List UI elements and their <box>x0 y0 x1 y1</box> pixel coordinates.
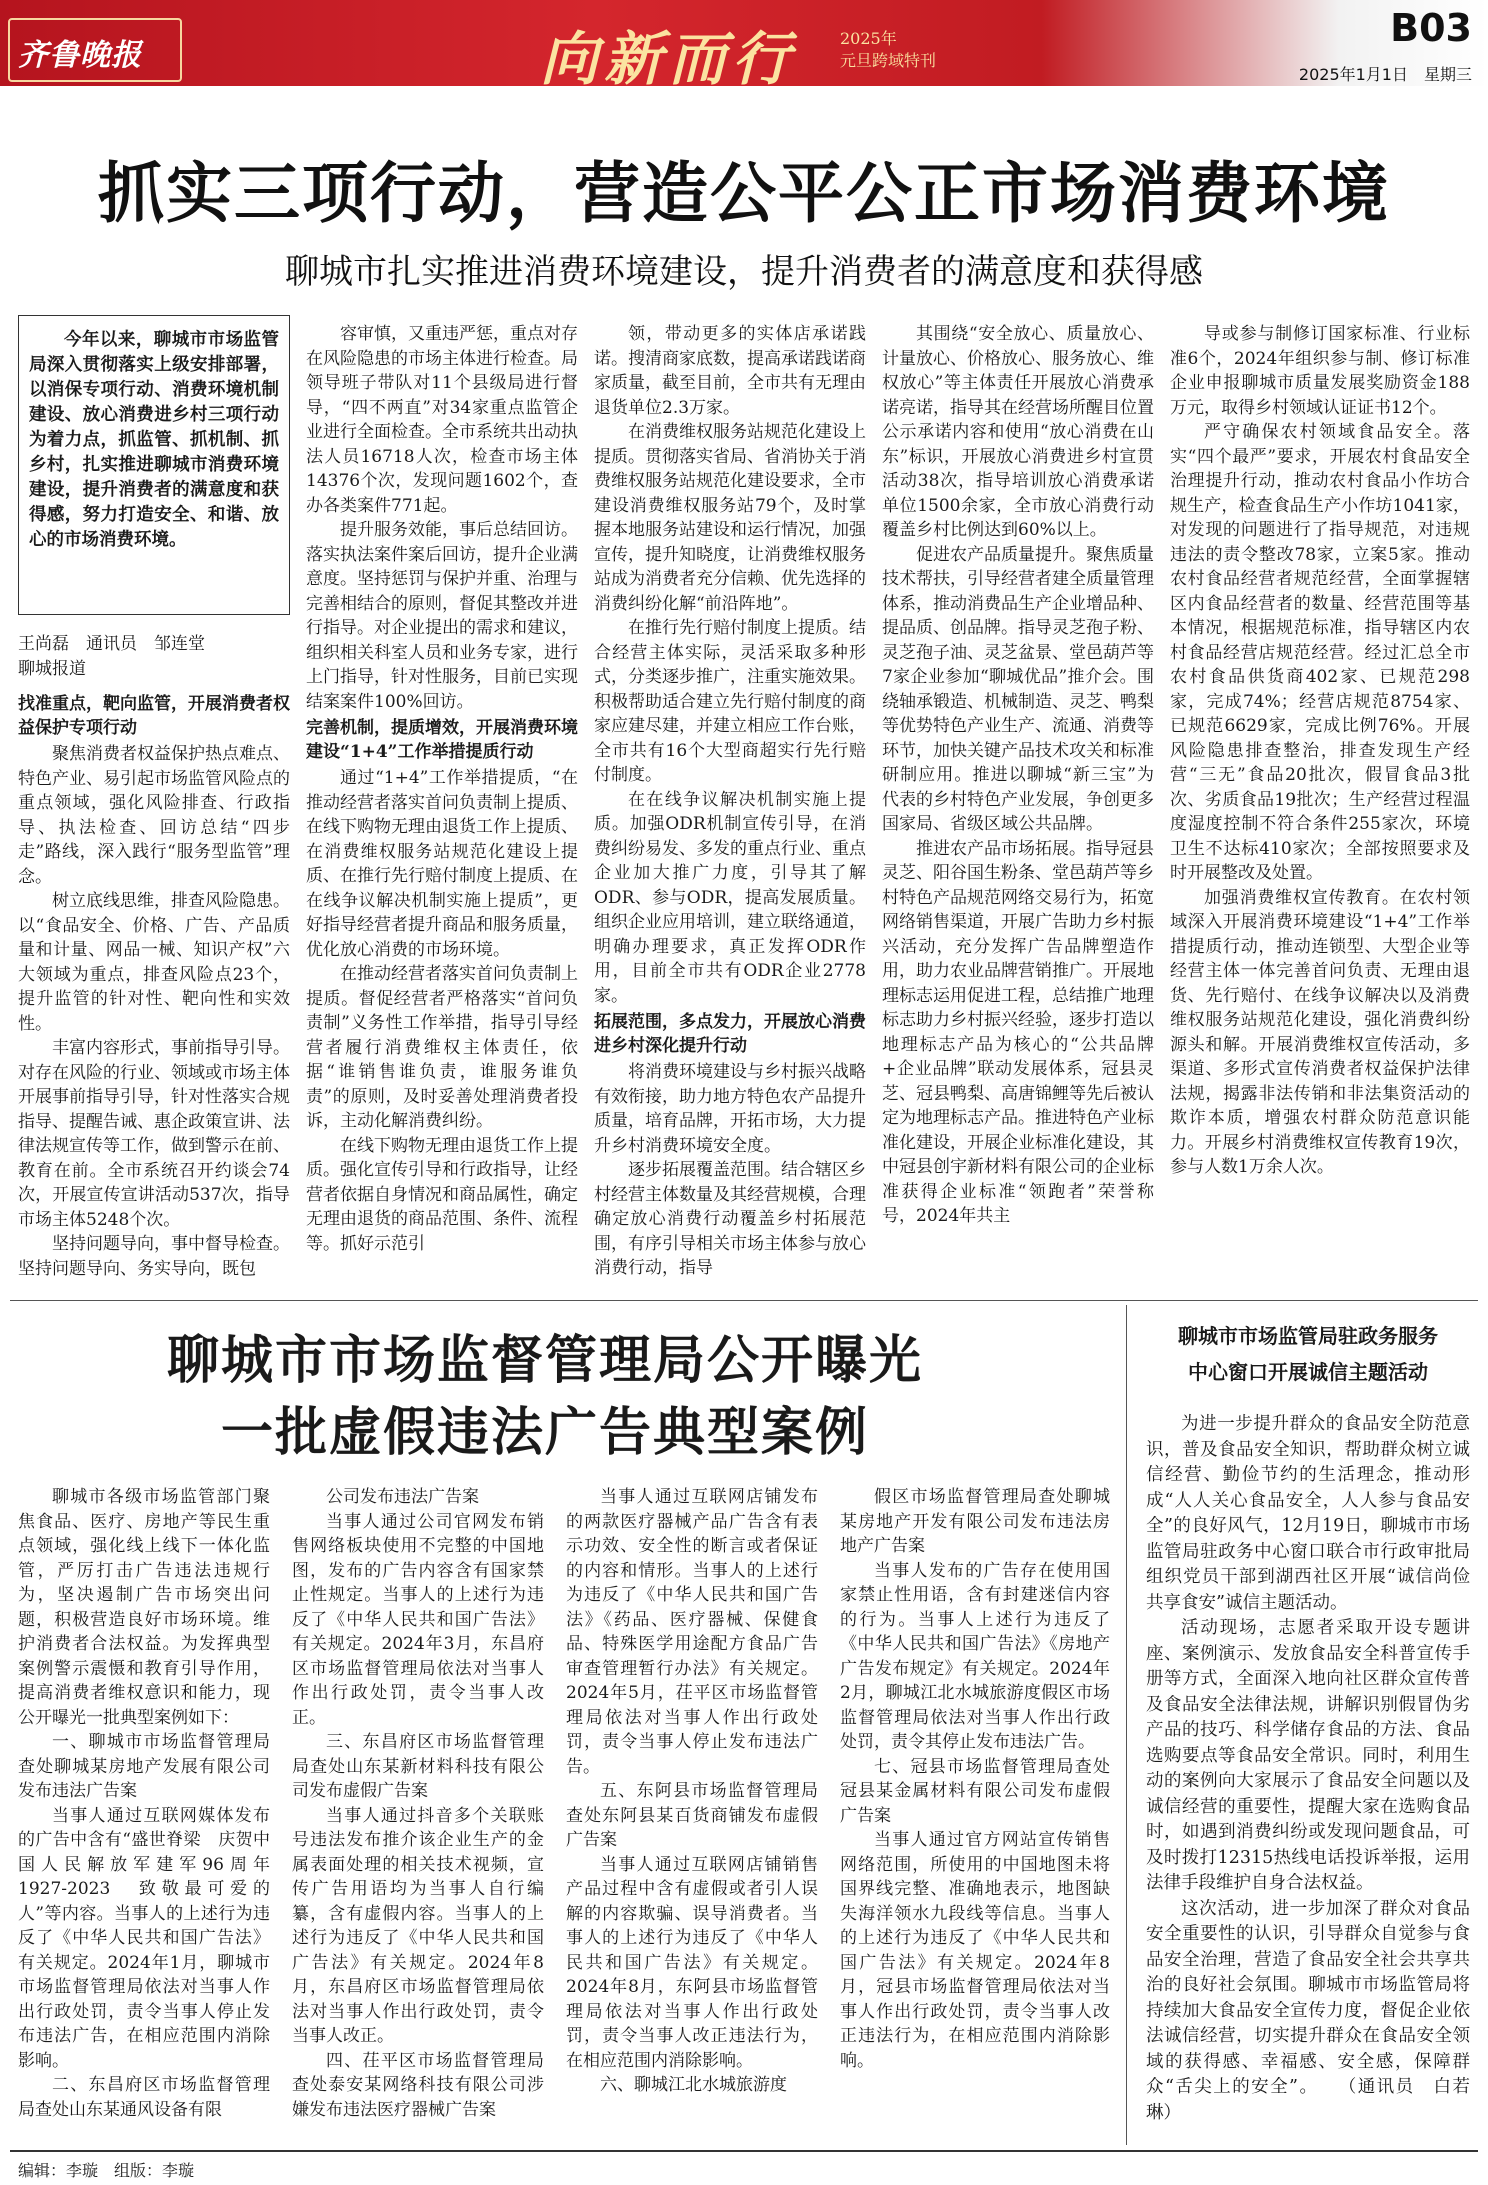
article1-subheadline: 聊城市扎实推进消费环境建设，提升消费者的满意度和获得感 <box>285 252 1203 292</box>
body-paragraph: 公司发布违法广告案 <box>326 1487 479 1507</box>
article2-column-4 <box>840 1485 1110 2145</box>
section-subheading: 完善机制，提质增效，开展消费环境建设“1+4”工作举措提质行动 <box>306 718 578 762</box>
section-subheading: 拓展范围，多点发力，开展放心消费进乡村深化提升行动 <box>594 1012 866 1056</box>
footer-rule <box>10 2150 1478 2152</box>
article3-headline-line1: 聊城市市场监管局驻政务服务 <box>1178 1324 1438 1348</box>
body-paragraph: 当事人通过抖音多个关联账号违法发布推介该企业生产的金属表面处理的相关技术视频，宣传广告用语均为当事人自行编纂，含有虚假内容。当事人的上述行为违反了《中华人民共和国广告法》有关规定。2024年8月，东昌府区市场监督管理局依法对当事人作出行政处罚，责令当事人改正。 <box>292 1805 544 2046</box>
masthead-banner <box>0 0 1488 93</box>
body-paragraph: 六、聊城江北水城旅游度 <box>600 2075 787 2095</box>
article2-headline-line2: 一批虚假违法广告典型案例 <box>220 1402 869 1463</box>
article1-byline <box>18 632 290 682</box>
article1-column-5 <box>1170 322 1470 1290</box>
body-paragraph: 丰富内容形式，事前指导引导。对存在风险的行业、领域或市场主体开展事前指导引导，针对性落实合规指导、提醒告诫、惠企政策宣讲、法律法规宣传等工作，做到警示在前、教育在前。全市系统召开约谈会74次，开展宣传宣讲活动537次，指导市场主体5248个次。 <box>18 1038 290 1230</box>
special-edition-year: 2025年 <box>840 29 897 48</box>
newspaper-logo: 齐鲁晚报 <box>18 38 142 73</box>
body-paragraph: 领，带动更多的实体店承诺践诺。搜清商家底数，提高承诺践诺商家质量，截至目前，全市共有无理由退货单位2.3万家。 <box>594 324 866 418</box>
byline-authors: 王尚磊 通讯员 邹连堂 <box>18 634 205 654</box>
body-paragraph: 为进一步提升群众的食品安全防范意识，普及食品安全知识，帮助群众树立诚信经营、勤俭节约的生活理念，推动形成“人人关心食品安全，人人参与食品安全”的良好风气，12月19日，聊城市市场监管局驻政务中心窗口联合市行政审批局组织党员干部到湖西社区开展“诚信尚俭 共享食安”诚信主题活动。 <box>1146 1414 1488 1613</box>
body-paragraph: 七、冠县市场监督管理局查处冠县某金属材料有限公司发布虚假广告案 <box>840 1756 1110 1826</box>
body-paragraph: 推进农产品市场拓展。指导冠县灵芝、阳谷国生粉条、堂邑葫芦等乡村特色产品规范网络交易行为，拓宽网络销售渠道，开展广告助力乡村振兴活动，充分发挥广告品牌塑造作用，助力农业品牌营销推广。开展地理标志运用促进工程，总结推广地理标志助力乡村振兴经验，逐步打造以地理标志产品为核心的“公共品牌+企业品牌”联动发展体系，冠县灵芝、冠县鸭梨、高唐锦鲤等先后被认定为地理标志产品。推进特色产业标准化建设，开展企业标准化建设，其中冠县创宇新材料有限公司的企业标准获得企业标准“领跑者”荣誉称号，2024年共主 <box>882 838 1154 1226</box>
body-paragraph: 在推动经营者落实首问负责制上提质。督促经营者严格落实“首问负责制”义务性工作举措，指导引导经营者履行消费维权主体责任，依据“谁销售谁负责，谁服务谁负责”的原则，及时妥善处理消费者投诉，主动化解消费纠纷。 <box>306 964 578 1131</box>
article1-column-4 <box>882 322 1154 1290</box>
body-paragraph: 逐步拓展覆盖范围。结合辖区乡村经营主体数量及其经营规模，合理确定放心消费行动覆盖乡村拓展范围，有序引导相关市场主体参与放心消费行动，指导 <box>594 1160 866 1278</box>
body-paragraph: 在消费维权服务站规范化建设上提质。贯彻落实省局、省消协关于消费维权服务站规范化建设要求，全市建设消费维权服务站79个，及时掌握本地服务站建设和运行情况，加强宣传，提升知晓度，让消费维权服务站成为消费者充分信赖、优先选择的消费纠纷化解“前沿阵地”。 <box>594 422 866 614</box>
body-paragraph: 在线下购物无理由退货工作上提质。强化宣传引导和行政指导，让经营者依据自身情况和商品属性，确定无理由退货的商品范围、条件、流程等。抓好示范引 <box>306 1135 578 1254</box>
body-paragraph: 容审慎，又重违严惩，重点对存在风险隐患的市场主体进行检查。局领导班子带队对11个县级局进行督导，“四不两直”对34家重点监管企业进行全面检查。全市系统共出动执法人员16718人次，检查市场主体14376个次，发现问题1602个，查办各类案件771起。 <box>306 324 578 516</box>
body-paragraph: 活动现场，志愿者采取开设专题讲座、案例演示、发放食品安全科普宣传手册等方式，全面深入地向社区群众宣传普及食品安全法律法规，讲解识别假冒伪劣产品的技巧、科学储存食品的方法、食品选购要点等食品安全常识。同时，利用生动的案例向大家展示了食品安全问题以及诚信经营的重要性，提醒大家在选购食品时，如遇到消费纠纷或发现问题食品，可及时拨打12315热线电话投诉举报，运用法律手段维护自身合法权益。 <box>1146 1618 1470 1893</box>
article1-column-2 <box>306 322 578 1290</box>
body-paragraph: 聚焦消费者权益保护热点难点、特色产业、易引起市场监管风险点的重点领域，强化风险排查、行政指导、执法检查、回访总结“四步走”路线，深入践行“服务型监管”理念。 <box>18 744 290 887</box>
body-paragraph: 其围绕“安全放心、质量放心、计量放心、价格放心、服务放心、维权放心”等主体责任开展放心消费承诺亮诺，指导其在经营场所醒目位置公示承诺内容和使用“放心消费在山东”标识，开展放心消费进乡村宣贯活动38次，指导培训放心消费承诺单位1500余家，全市放心消费行动覆盖乡村比例达到60%以上。 <box>882 324 1154 540</box>
body-paragraph: 这次活动，进一步加深了群众对食品安全重要性的认识，引导群众自觉参与食品安全治理，营造了食品安全社会共享共治的良好社会氛围。聊城市市场监管局将持续加大食品安全宣传力度，督促企业依法诚信经营，切实提升群众在食品安全领域的获得感、幸福感、安全感，保障群众“舌尖上的安全”。 （通讯员 白若琳） <box>1146 1898 1470 2123</box>
special-edition-slogan: 向新而行 <box>540 25 797 93</box>
special-edition-name: 元旦跨域特刊 <box>840 51 937 70</box>
issue-date: 2025年1月1日 星期三 <box>1298 65 1472 84</box>
body-paragraph: 当事人通过互联网媒体发布的广告中含有“盛世脊梁 庆贺中国人民解放军建军96周年 1927-2023 致敬最可爱的人”等内容。当事人的上述行为违反了《中华人民共和国广告法》有关规定。2024年1月，聊城市市场监督管理局依法对当事人作出行政处罚，责令当事人停止发布违法广告，在相应范围内消除影响。 <box>18 1805 287 2071</box>
body-paragraph: 当事人通过官方网站宣传销售网络范围，所使用的中国地图未将国界线完整、准确地表示，地图缺失海洋领水九段线等信息。当事人的上述行为违反了《中华人民共和国广告法》有关规定。2024年8月，冠县市场监督管理局依法对当事人作出行政处罚，责令当事人改正违法行为，在相应范围内消除影响。 <box>840 1830 1110 2071</box>
body-paragraph: 当事人通过公司官网发布销售网络板块使用不完整的中国地图，发布的广告内容含有国家禁止性规定。当事人的上述行为违反了《中华人民共和国广告法》有关规定。2024年3月，东昌府区市场监督管理局依法对当事人作出行政处罚，责令当事人改正。 <box>292 1511 544 1728</box>
body-paragraph: 通过“1+4”工作举措提质，“在推动经营者落实首问负责制上提质、在线下购物无理由退货工作上提质、在消费维权服务站规范化建设上提质、在推行先行赔付制度上提质、在在线争议解决机制实施上提质”，更好指导经营者提升商品和服务质量，优化放心消费的市场环境。 <box>306 768 578 960</box>
article2-column-2 <box>292 1485 544 2145</box>
article1-column-1 <box>18 690 290 1290</box>
body-paragraph: 提升服务效能，事后总结回访。落实执法案件案后回访，提升企业满意度。坚持惩罚与保护并重、治理与完善相结合的原则，督促其整改并进行指导。对企业提出的需求和建议，组织相关科室人员和业务专家，进行上门指导，针对性服务，目前已实现结案案件100%回访。 <box>306 520 578 712</box>
body-paragraph: 导或参与制修订国家标准、行业标准6个，2024年组织参与制、修订标准企业申报聊城市质量发展奖励资金188万元，取得乡村领域认证证书12个。 <box>1170 324 1470 418</box>
article3-headline-line2: 中心窗口开展诚信主题活动 <box>1188 1360 1428 1384</box>
body-paragraph: 三、东昌府区市场监督管理局查处山东某新材料科技有限公司发布虚假广告案 <box>292 1732 544 1801</box>
section-subheading: 找准重点，靶向监管，开展消费者权益保护专项行动 <box>18 694 290 738</box>
body-paragraph: 在在线争议解决机制实施上提质。加强ODR机制宣传引导，在消费纠纷易发、多发的重点行业、重点企业加大推广力度，引导其了解ODR、参与ODR，提高发展质量。组织企业应用培训，建立联络通道，明确办理要求，真正发挥ODR作用，目前全市共有ODR企业2778家。 <box>594 789 866 1006</box>
body-paragraph: 假区市场监督管理局查处聊城某房地产开发有限公司发布违法房地产广告案 <box>840 1487 1110 1556</box>
article1-lead-text: 今年以来，聊城市市场监管局深入贯彻落实上级安排部署，以消保专项行动、消费环境机制建设、放心消费进乡村三项行动为着力点，抓监管、抓机制、抓乡村，扎实推进聊城市消费环境建设，提升消费者的满意度和获得感，努力打造安全、和谐、放心的市场消费环境。 <box>29 330 279 550</box>
body-paragraph: 五、东阿县市场监督管理局查处东阿县某百货商铺发布虚假广告案 <box>566 1781 818 1850</box>
body-paragraph: 严守确保农村领域食品安全。落实“四个最严”要求，开展农村食品安全治理提升行动，推动农村食品小作坊合规生产，检查食品生产小作坊1041家，对发现的问题进行了指导规范，对违规违法的责令整改78家，立案5家。推动农村食品经营者规范经营，全面掌握辖区内食品经营者的数量、经营范围等基本情况，根据规范标准，指导辖区内农村食品经营店规范经营。经过汇总全市农村食品供货商402家、已规范298家，完成74%；经营店规范8754家、已规范6629家，完成比例76%。开展风险隐患排查整治，排查发现生产经营“三无”食品20批次，假冒食品3批次、劣质食品19批次；生产经营过程温度湿度控制不符合条件255家次，环境卫生不达标410家次；全部按照要求及时开展整改及处置。 <box>1170 422 1470 883</box>
byline-dateline: 聊城报道 <box>18 659 86 679</box>
body-paragraph: 树立底线思维，排查风险隐患。以“食品安全、价格、广告、产品质量和计量、网品一械、知识产权”六大领域为重点，排查风险点23个，提升监管的针对性、靶向性和实效性。 <box>18 891 290 1034</box>
body-paragraph: 坚持问题导向，事中督导检查。坚持问题导向、务实导向，既包 <box>18 1234 290 1279</box>
article2-headline <box>110 1325 980 1469</box>
body-paragraph: 二、东昌府区市场监督管理局查处山东某通风设备有限 <box>18 2075 270 2120</box>
special-edition-label <box>840 28 936 72</box>
body-paragraph: 聊城市各级市场监管部门聚焦食品、医疗、房地产等民生重点领域，强化线上线下一体化监管，严厉打击广告违法违规行为，坚决遏制广告市场突出问题，积极营造良好市场环境。维护消费者合法权益。为发挥典型案例警示震慑和教育引导作用，提高消费者维权意识和能力，现公开曝光一批典型案例如下： <box>18 1487 270 1728</box>
article2-column-3 <box>566 1485 818 2145</box>
body-paragraph: 当事人通过互联网店铺销售产品过程中含有虚假或者引人误解的内容欺骗、误导消费者。当事人的上述行为违反了《中华人民共和国广告法》有关规定。2024年8月，东阿县市场监督管理局依法对当事人作出行政处罚，责令当事人改正违法行为，在相应范围内消除影响。 <box>566 1854 818 2071</box>
body-paragraph: 加强消费维权宣传教育。在农村领域深入开展消费环境建设“1+4”工作举措提质行动，推动连锁型、大型企业等经营主体一体完善首问负责、无理由退货、先行赔付、在线争议解决以及消费维权服务站规范化建设，强化消费纠纷源头和解。开展消费维权宣传活动，多渠道、多形式宣传消费者权益保护法律法规，揭露非法传销和非法集资活动的欺诈本质，增强农村群众防范意识能力。开展乡村消费维权宣传教育19次，参与人数1万余人次。 <box>1170 887 1470 1177</box>
column-rule <box>1126 1305 1127 2145</box>
article3-body <box>1146 1412 1488 2147</box>
editor-credits: 编辑：李璇 组版：李璇 <box>18 2161 195 2180</box>
body-paragraph: 当事人通过互联网店铺发布的两款医疗器械产品广告含有表示功效、安全性的断言或者保证的内容和情形。当事人的上述行为违反了《中华人民共和国广告法》《药品、医疗器械、保健食品、特殊医学用途配方食品广告审查管理暂行办法》有关规定。2024年5月，茌平区市场监督管理局依法对当事人作出行政处罚，责令当事人停止发布违法广告。 <box>566 1487 818 1777</box>
article3-headline <box>1148 1318 1468 1390</box>
article2-column-1 <box>18 1485 287 2145</box>
body-paragraph: 一、聊城市市场监督管理局查处聊城某房地产发展有限公司发布违法广告案 <box>18 1732 270 1801</box>
section-divider <box>10 1300 1478 1301</box>
article1-lead-box <box>18 315 290 615</box>
article2-headline-line1: 聊城市市场监督管理局公开曝光 <box>166 1330 923 1391</box>
body-paragraph: 在推行先行赔付制度上提质。结合经营主体实际，灵活采取多种形式，分类逐步推广，注重实施效果。积极帮助适合建立先行赔付制度的商家应建尽建，并建立相应工作台账，全市共有16个大型商超实行先行赔付制度。 <box>594 618 866 785</box>
body-paragraph: 当事人发布的广告存在使用国家禁止性用语，含有封建迷信内容的行为。当事人上述行为违反了《中华人民共和国广告法》《房地产广告发布规定》有关规定。2024年2月，聊城江北水城旅游度假区市场监督管理局依法对当事人作出行政处罚，责令其停止发布违法广告。 <box>840 1560 1110 1752</box>
body-paragraph: 四、茌平区市场监督管理局查处泰安某网络科技有限公司涉嫌发布违法医疗器械广告案 <box>292 2050 544 2120</box>
body-paragraph: 促进农产品质量提升。聚焦质量技术帮扶，引导经营者建全质量管理体系，推动消费品生产企业增品种、提品质、创品牌。指导灵芝孢子粉、灵芝孢子油、灵芝盆景、堂邑葫芦等7家企业参加“聊城优品”推介会。围绕轴承锻造、机械制造、灵芝、鸭梨等优势特色产业生产、流通、消费等环节，加快关键产品技术攻关和标准研制应用。推进以聊城“新三宝”为代表的乡村特色产业发展，争创更多国家局、省级区域公共品牌。 <box>882 544 1154 834</box>
article1-headline: 抓实三项行动，营造公平公正市场消费环境 <box>98 154 1390 232</box>
body-paragraph: 将消费环境建设与乡村振兴战略有效衔接，助力地方特色农产品提升质量，培育品牌，开拓市场，大力提升乡村消费环境安全度。 <box>594 1062 866 1156</box>
article1-column-3 <box>594 322 866 1290</box>
page-number: B03 <box>1390 6 1472 50</box>
